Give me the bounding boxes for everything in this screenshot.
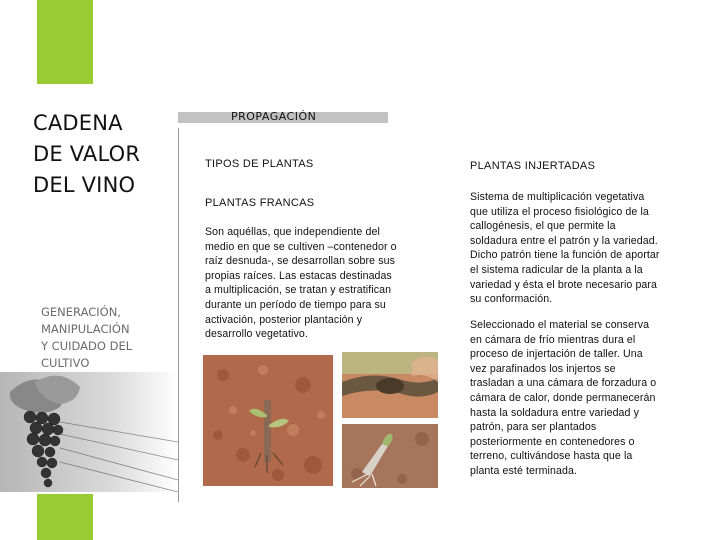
subtitle-line: GENERACIÓN, xyxy=(41,305,121,319)
text-line: Dicho patrón tiene la función de aportar xyxy=(470,249,660,262)
text-line: proceso de injertación de taller. Una xyxy=(470,348,643,361)
text-line: Seleccionado el material se conserva xyxy=(470,319,650,331)
cutting-in-soil-photo xyxy=(203,355,333,486)
text-line: planta esté terminada. xyxy=(470,464,578,477)
text-line: medio en que se cultiven –contenedor o xyxy=(205,240,397,253)
sprouting-graft-photo xyxy=(342,424,438,488)
accent-block-bottom xyxy=(37,494,93,540)
title-line: DE VALOR xyxy=(33,142,141,166)
text-line: Sistema de multiplicación vegetativa xyxy=(470,191,645,203)
text-line: terreno, cultivándose hasta que la xyxy=(470,450,633,463)
text-line: cámara de calor, donde permanecerán xyxy=(470,391,656,404)
text-line: soldadura entre el patrón y la variedad. xyxy=(470,234,658,247)
francas-description xyxy=(205,225,425,342)
text-line: desarrollo vegetativo. xyxy=(205,328,308,341)
text-line: callogénesis, el que permite la xyxy=(470,220,616,233)
text-line: durante un período de tiempo para su xyxy=(205,298,386,311)
text-line: vez parafinados los injertos se xyxy=(470,362,616,375)
subtitle-line: CULTIVO xyxy=(41,356,90,370)
vineyard-grapes-image xyxy=(0,372,178,492)
text-line: patrón, para ser plantados xyxy=(470,421,597,434)
grafting-process-description xyxy=(470,318,690,479)
francas-heading: PLANTAS FRANCAS xyxy=(205,197,315,209)
divider-line xyxy=(178,128,179,502)
text-line: propias raíces. Las estacas destinadas xyxy=(205,269,392,282)
text-line: su conformación. xyxy=(470,293,553,306)
subtitle-line: MANIPULACIÓN xyxy=(41,322,130,336)
types-heading: TIPOS DE PLANTAS xyxy=(205,158,314,170)
subtitle-line: Y CUIDADO DEL xyxy=(41,339,133,353)
title-line: CADENA xyxy=(33,111,123,135)
graft-photo xyxy=(342,352,438,418)
text-line: en cámara de frío mientras dura el xyxy=(470,333,636,346)
grafted-heading: PLANTAS INJERTADAS xyxy=(470,160,596,172)
section-tag: PROPAGACIÓN xyxy=(231,110,317,123)
text-line: el sistema radicular de la planta a la xyxy=(470,263,643,276)
grafted-description xyxy=(470,190,690,307)
text-line: Son aquéllas, que independiente del xyxy=(205,226,380,238)
text-line: raíz desnuda-, se desarrollan sobre sus xyxy=(205,255,395,268)
page-title xyxy=(33,108,173,201)
text-line: activación, posterior plantación y xyxy=(205,313,363,326)
title-line: DEL VINO xyxy=(33,173,136,197)
text-line: trasladan a una cámara de forzadura o xyxy=(470,377,657,390)
text-line: variedad y ésta el brote necesario para xyxy=(470,278,658,291)
section-subtitle xyxy=(41,304,161,372)
text-line: hasta la soldadura entre variedad y xyxy=(470,406,639,419)
text-line: posteriormente en contenedores o xyxy=(470,435,635,448)
accent-block-top xyxy=(37,0,93,84)
text-line: que utiliza el proceso fisiológico de la xyxy=(470,205,649,218)
text-line: a multiplicación, se tratan y estratifican xyxy=(205,284,392,297)
